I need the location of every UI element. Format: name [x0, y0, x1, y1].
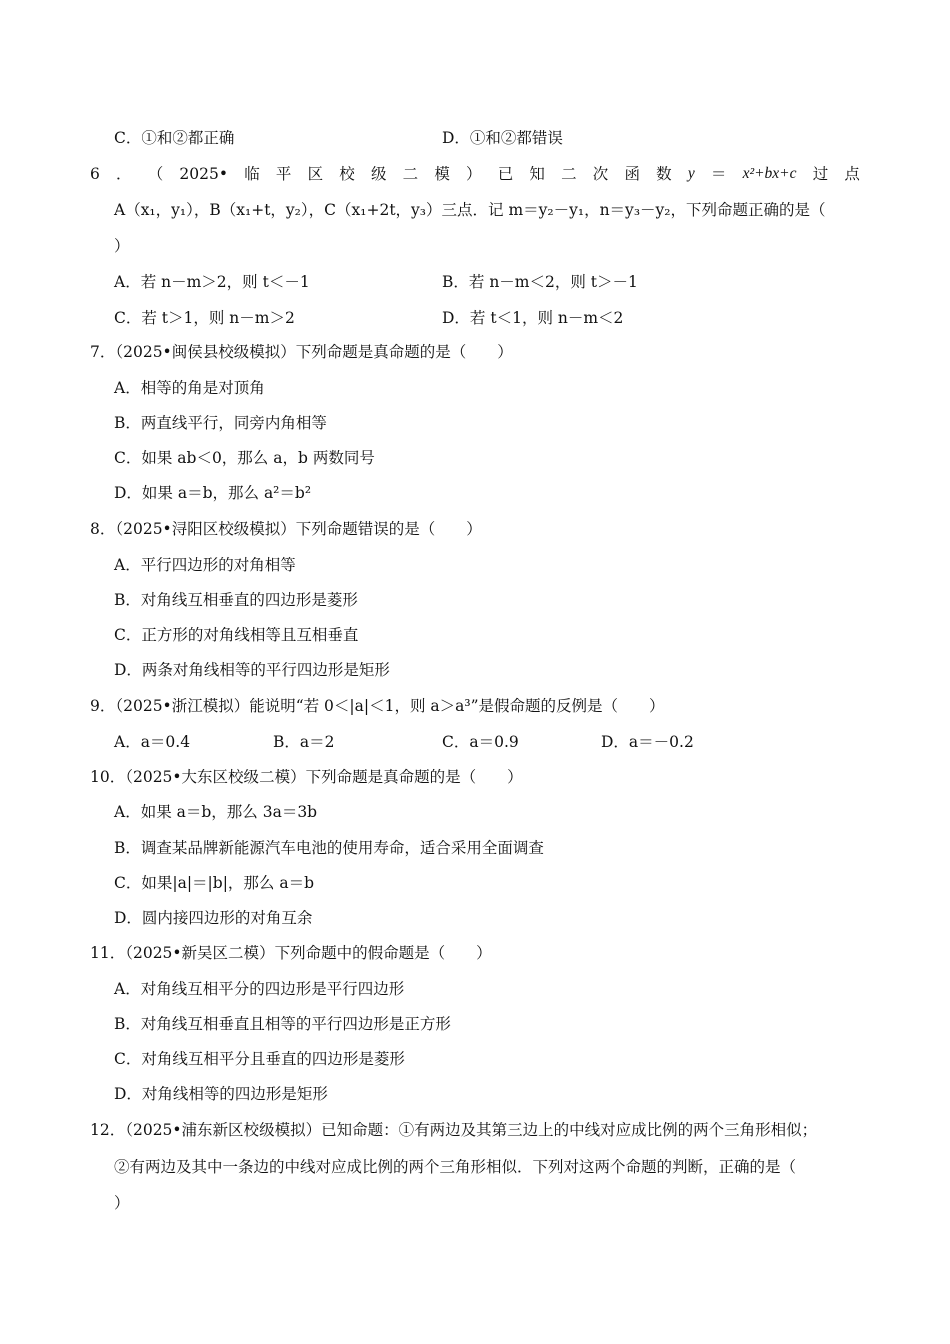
q5-option-d: D．①和②都错误	[442, 129, 563, 147]
q6-token: 模	[434, 165, 450, 183]
q6-token: x²+bx+c	[742, 165, 797, 182]
q11-option-c: C．对角线互相平分且垂直的四边形是菱形	[114, 1050, 405, 1068]
q6-token: 临	[244, 165, 260, 183]
q7-stem: 7．（2025•闽侯县校级模拟）下列命题是真命题的是（ ）	[90, 343, 513, 361]
q6-token: 级	[370, 165, 387, 183]
q6-token: 数	[656, 165, 672, 183]
q11-option-d: D．对角线相等的四边形是矩形	[114, 1085, 328, 1103]
q8-option-a: A．平行四边形的对角相等	[114, 556, 296, 574]
q9-option-b: B．a＝2	[273, 733, 335, 751]
q6-stem-line2: A（x₁，y₁），B（x₁+t，y₂），C（x₁+2t，y₃）三点．记 m＝y₂－y₁，n＝y₃－y₂，下列命题正确的是（	[114, 201, 826, 219]
q6-token: y	[687, 165, 695, 182]
q12-stem-line3: ）	[114, 1194, 130, 1212]
q8-stem: 8．（2025•浔阳区校级模拟）下列命题错误的是（ ）	[90, 520, 482, 538]
q7-option-c: C．如果 ab＜0，那么 a，b 两数同号	[114, 449, 375, 467]
q9-option-a: A．a＝0.4	[114, 733, 191, 751]
q8-option-d: D．两条对角线相等的平行四边形是矩形	[114, 661, 390, 679]
q6-stem-line1	[90, 164, 860, 184]
q6-option-a: A．若 n－m＞2，则 t＜－1	[114, 273, 310, 291]
q10-stem: 10．（2025•大东区校级二模）下列命题是真命题的是（ ）	[90, 768, 523, 786]
q6-token: 点	[844, 165, 860, 183]
q8-option-b: B．对角线互相垂直的四边形是菱形	[114, 591, 358, 609]
q6-token: 6	[90, 165, 100, 183]
q6-option-d: D．若 t＜1，则 n－m＜2	[442, 309, 624, 327]
q6-token: 二	[402, 165, 419, 183]
q12-stem-line1: 12．（2025•浦东新区校级模拟）已知命题：①有两边及其第三边上的中线对应成比例的两个三角形相似；	[90, 1121, 818, 1139]
q9-stem: 9．（2025•浙江模拟）能说明“若 0＜|a|＜1，则 a＞a³”是假命题的反例是（ ）	[90, 697, 665, 715]
q11-option-b: B．对角线互相垂直且相等的平行四边形是正方形	[114, 1015, 451, 1033]
q6-token: 2025•	[179, 165, 229, 183]
q6-token: 知	[529, 165, 545, 183]
q5-option-c: C．①和②都正确	[114, 129, 235, 147]
q6-token: 过	[812, 165, 829, 183]
q10-option-a: A．如果 a＝b，那么 3a＝3b	[114, 803, 318, 821]
q9-option-c: C．a＝0.9	[442, 733, 519, 751]
q6-option-b: B．若 n－m＜2，则 t＞－1	[442, 273, 638, 291]
q10-option-b: B．调查某品牌新能源汽车电池的使用寿命，适合采用全面调查	[114, 839, 544, 857]
q6-token: ＝	[710, 165, 727, 183]
q7-option-a: A．相等的角是对顶角	[114, 379, 265, 397]
q9-option-d: D．a＝－0.2	[601, 733, 694, 751]
q11-stem: 11．（2025•新吴区二模）下列命题中的假命题是（ ）	[90, 944, 492, 962]
q11-option-a: A．对角线互相平分的四边形是平行四边形	[114, 980, 405, 998]
q6-token: 平	[275, 165, 292, 183]
q8-option-c: C．正方形的对角线相等且互相垂直	[114, 626, 359, 644]
q7-option-d: D．如果 a＝b，那么 a²＝b²	[114, 484, 312, 502]
q6-token: 已	[497, 165, 514, 183]
q10-option-d: D．圆内接四边形的对角互余	[114, 909, 313, 927]
q6-token: 二	[561, 165, 577, 183]
q6-option-c: C．若 t＞1，则 n－m＞2	[114, 309, 295, 327]
q7-option-b: B．两直线平行，同旁内角相等	[114, 414, 327, 432]
q6-stem-line3: ）	[114, 237, 130, 255]
q6-token: 次	[592, 165, 609, 183]
q6-token: ．	[116, 165, 132, 183]
q6-token: 校	[339, 165, 355, 183]
q6-token: 区	[307, 165, 324, 183]
q6-token: （	[147, 165, 164, 183]
q6-token: ）	[466, 165, 482, 183]
q12-stem-line2: ②有两边及其中一条边的中线对应成比例的两个三角形相似．下列对这两个命题的判断，正确的是（	[114, 1158, 797, 1176]
q6-token: 函	[624, 165, 640, 183]
q10-option-c: C．如果|a|＝|b|，那么 a＝b	[114, 874, 315, 892]
